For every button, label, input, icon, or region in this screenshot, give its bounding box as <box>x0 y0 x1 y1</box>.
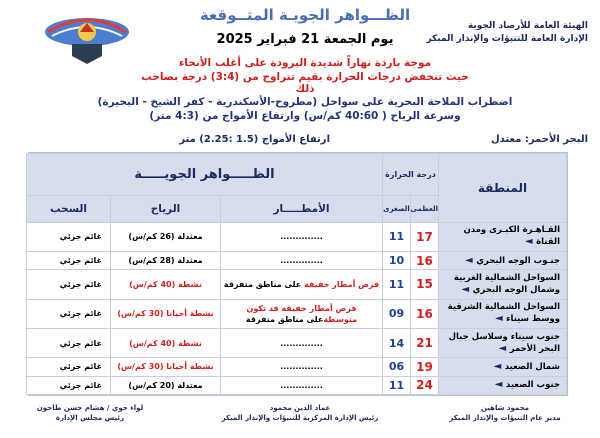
signature-director-forecasts <box>430 403 580 423</box>
summary-line-2: حيث تنخفض درجات الحرارة بقيم تتراوح من (3:4) درجة بصاحب ذلك <box>141 71 469 95</box>
rain-cell <box>220 270 382 299</box>
rain-text: .............. <box>280 362 323 372</box>
table-row <box>26 270 566 299</box>
rain-cell <box>220 222 382 251</box>
table-row <box>26 328 566 357</box>
rain-highlight: فرص أمطار خفيفة قد تكون متوسطة <box>246 303 358 324</box>
signature-title: مدير عام التنبؤات والإنذار المبكر <box>449 414 561 422</box>
min-temp-header: الصغرى <box>382 195 410 222</box>
wind-highlight: نشطة أحيانا (30 كم/س) <box>117 309 214 319</box>
region-cell <box>439 270 567 299</box>
cloud-cell: غائم جزئي <box>26 270 110 299</box>
waves-height: ارتفاع الأمواج (1.5 :2.25) متر <box>179 134 330 145</box>
max-temp-cell: 16 <box>411 251 439 269</box>
cloud-cell: غائم جزئي <box>26 328 110 357</box>
table-row <box>26 358 566 376</box>
region-cell <box>439 222 567 251</box>
min-temp-cell: 11 <box>382 222 410 251</box>
rain-cell <box>220 328 382 357</box>
region-header: المنطقة <box>439 154 567 223</box>
rain-text: .............. <box>280 232 323 242</box>
region-name: جنوب الصعيد <box>505 380 560 391</box>
wind-cell <box>110 222 220 251</box>
wind-header: الرياح <box>110 195 220 222</box>
wind-text: معتدلة (20 كم/س) <box>128 380 203 390</box>
phenomena-header: الظـــــواهر الجويـــــة <box>26 154 382 196</box>
region-name: جنـوب الوجه البحري <box>476 255 560 266</box>
wind-cell <box>110 251 220 269</box>
cloud-cell: غائم جزئي <box>26 299 110 328</box>
rain-text: .............. <box>280 380 323 390</box>
signature-central-head <box>215 403 385 423</box>
max-temp-cell: 24 <box>411 376 439 394</box>
signature-chairman <box>20 403 160 423</box>
arrow-icon: ◄ <box>524 236 537 248</box>
max-temp-cell: 15 <box>411 270 439 299</box>
main-title: الظـــواهر الجويـة المتــوقعة <box>199 6 411 24</box>
signature-name: لواء جوي / هشام حسن طاحون <box>36 404 144 412</box>
authority-name: الهيئة العامة للأرصاد الجوية <box>467 21 588 31</box>
region-name: شمال الصعيد <box>504 361 560 372</box>
max-temp-cell: 16 <box>411 299 439 328</box>
wind-highlight: نشطة (40 كم/س) <box>129 338 202 348</box>
min-temp-cell: 10 <box>382 251 410 269</box>
wind-highlight: نشطة أحيانا (30 كم/س) <box>117 362 214 372</box>
red-sea-status: البحر الأحمر: معتدل <box>490 134 588 145</box>
region-cell <box>439 376 567 394</box>
rain-text: على مناطق متفرقة <box>245 314 324 324</box>
signature-name: عماد الدين محمود <box>269 404 331 412</box>
min-temp-cell: 14 <box>382 328 410 357</box>
region-cell <box>439 251 567 269</box>
min-temp-cell: 06 <box>382 358 410 376</box>
arrow-icon: ◄ <box>465 254 477 266</box>
arrow-icon: ◄ <box>498 342 510 354</box>
region-cell <box>439 358 567 376</box>
summary-line-3: اضطراب الملاحة البحرية على سواحل (مطروح-الأسكندرية - كفر الشيخ - البحيرة) <box>97 96 513 108</box>
summary-line-1: موجة باردة نهاراً شديدة البرودة على أغلب الأنحاء <box>178 57 432 69</box>
wind-cell <box>110 270 220 299</box>
wind-text: معتدلة (28 كم/س) <box>128 256 203 266</box>
wind-cell <box>110 299 220 328</box>
arrow-icon: ◄ <box>461 283 473 295</box>
rain-cell <box>220 251 382 269</box>
rain-header: الأمطـــــار <box>220 195 382 222</box>
signature-name: محمود شاهين <box>480 404 529 412</box>
forecast-date: يوم الجمعة 21 فبراير 2025 <box>216 32 394 47</box>
rain-text: .............. <box>280 256 323 266</box>
cloud-cell: غائم جزئي <box>26 251 110 269</box>
table-row <box>26 376 566 394</box>
arrow-icon: ◄ <box>494 379 506 391</box>
wind-cell <box>110 358 220 376</box>
egyptian-meteorological-authority-logo <box>42 12 132 68</box>
signature-title: رئيس مجلس الإدارة <box>55 414 125 422</box>
rain-cell <box>220 376 382 394</box>
forecast-table <box>28 152 568 396</box>
wind-cell <box>110 376 220 394</box>
max-temp-cell: 17 <box>411 222 439 251</box>
region-name: السواحل الشمالية الشرقية ووسط سيناء <box>447 302 560 325</box>
arrow-icon: ◄ <box>495 313 507 325</box>
max-temp-cell: 21 <box>411 328 439 357</box>
min-temp-cell: 11 <box>382 376 410 394</box>
cloud-cell: غائم جزئي <box>26 358 110 376</box>
region-cell <box>439 299 567 328</box>
region-name: جنوب سيناء وسلاسل جبال البحر الأحمر <box>448 331 560 354</box>
region-name: القـاهـرة الكبـرى ومدن القناة <box>463 225 560 248</box>
rain-cell <box>220 299 382 328</box>
arrow-icon: ◄ <box>493 360 505 372</box>
authority-block <box>403 20 588 46</box>
signature-title: رئيس الإدارة المركزية للتنبؤات والإنذار المبكر <box>221 414 379 422</box>
table-row <box>26 222 566 251</box>
summary-line-4: وسرعة الرياح ( 40:60 كم/س) وارتفاع الأمواج من (4:3 متر) <box>149 110 461 122</box>
authority-department: الإدارة العامة للتنبؤات والإنذار المبكر <box>426 34 588 44</box>
table-row <box>26 299 566 328</box>
cloud-cell: غائم جزئي <box>26 222 110 251</box>
max-temp-header: العظمى <box>411 195 439 222</box>
rain-cell <box>220 358 382 376</box>
min-temp-cell: 09 <box>382 299 410 328</box>
rain-text: .............. <box>280 338 323 348</box>
table-row <box>26 251 566 269</box>
wind-cell <box>110 328 220 357</box>
min-temp-cell: 11 <box>382 270 410 299</box>
region-name: السواحل الشمالية الغربية وشمال الوجه البحري <box>453 272 560 295</box>
cloud-cell: غائم جزئي <box>26 376 110 394</box>
region-cell <box>439 328 567 357</box>
wind-text: معتدلة (26 كم/س) <box>128 232 203 242</box>
cloud-header: السحب <box>26 195 110 222</box>
max-temp-cell: 19 <box>411 358 439 376</box>
rain-text: على مناطق متفرقة <box>223 279 305 289</box>
rain-highlight: فرص أمطار خفيفة <box>304 279 380 289</box>
temperature-header: درجة الحرارة <box>382 154 438 196</box>
wind-highlight: نشطة (40 كم/س) <box>129 279 202 289</box>
